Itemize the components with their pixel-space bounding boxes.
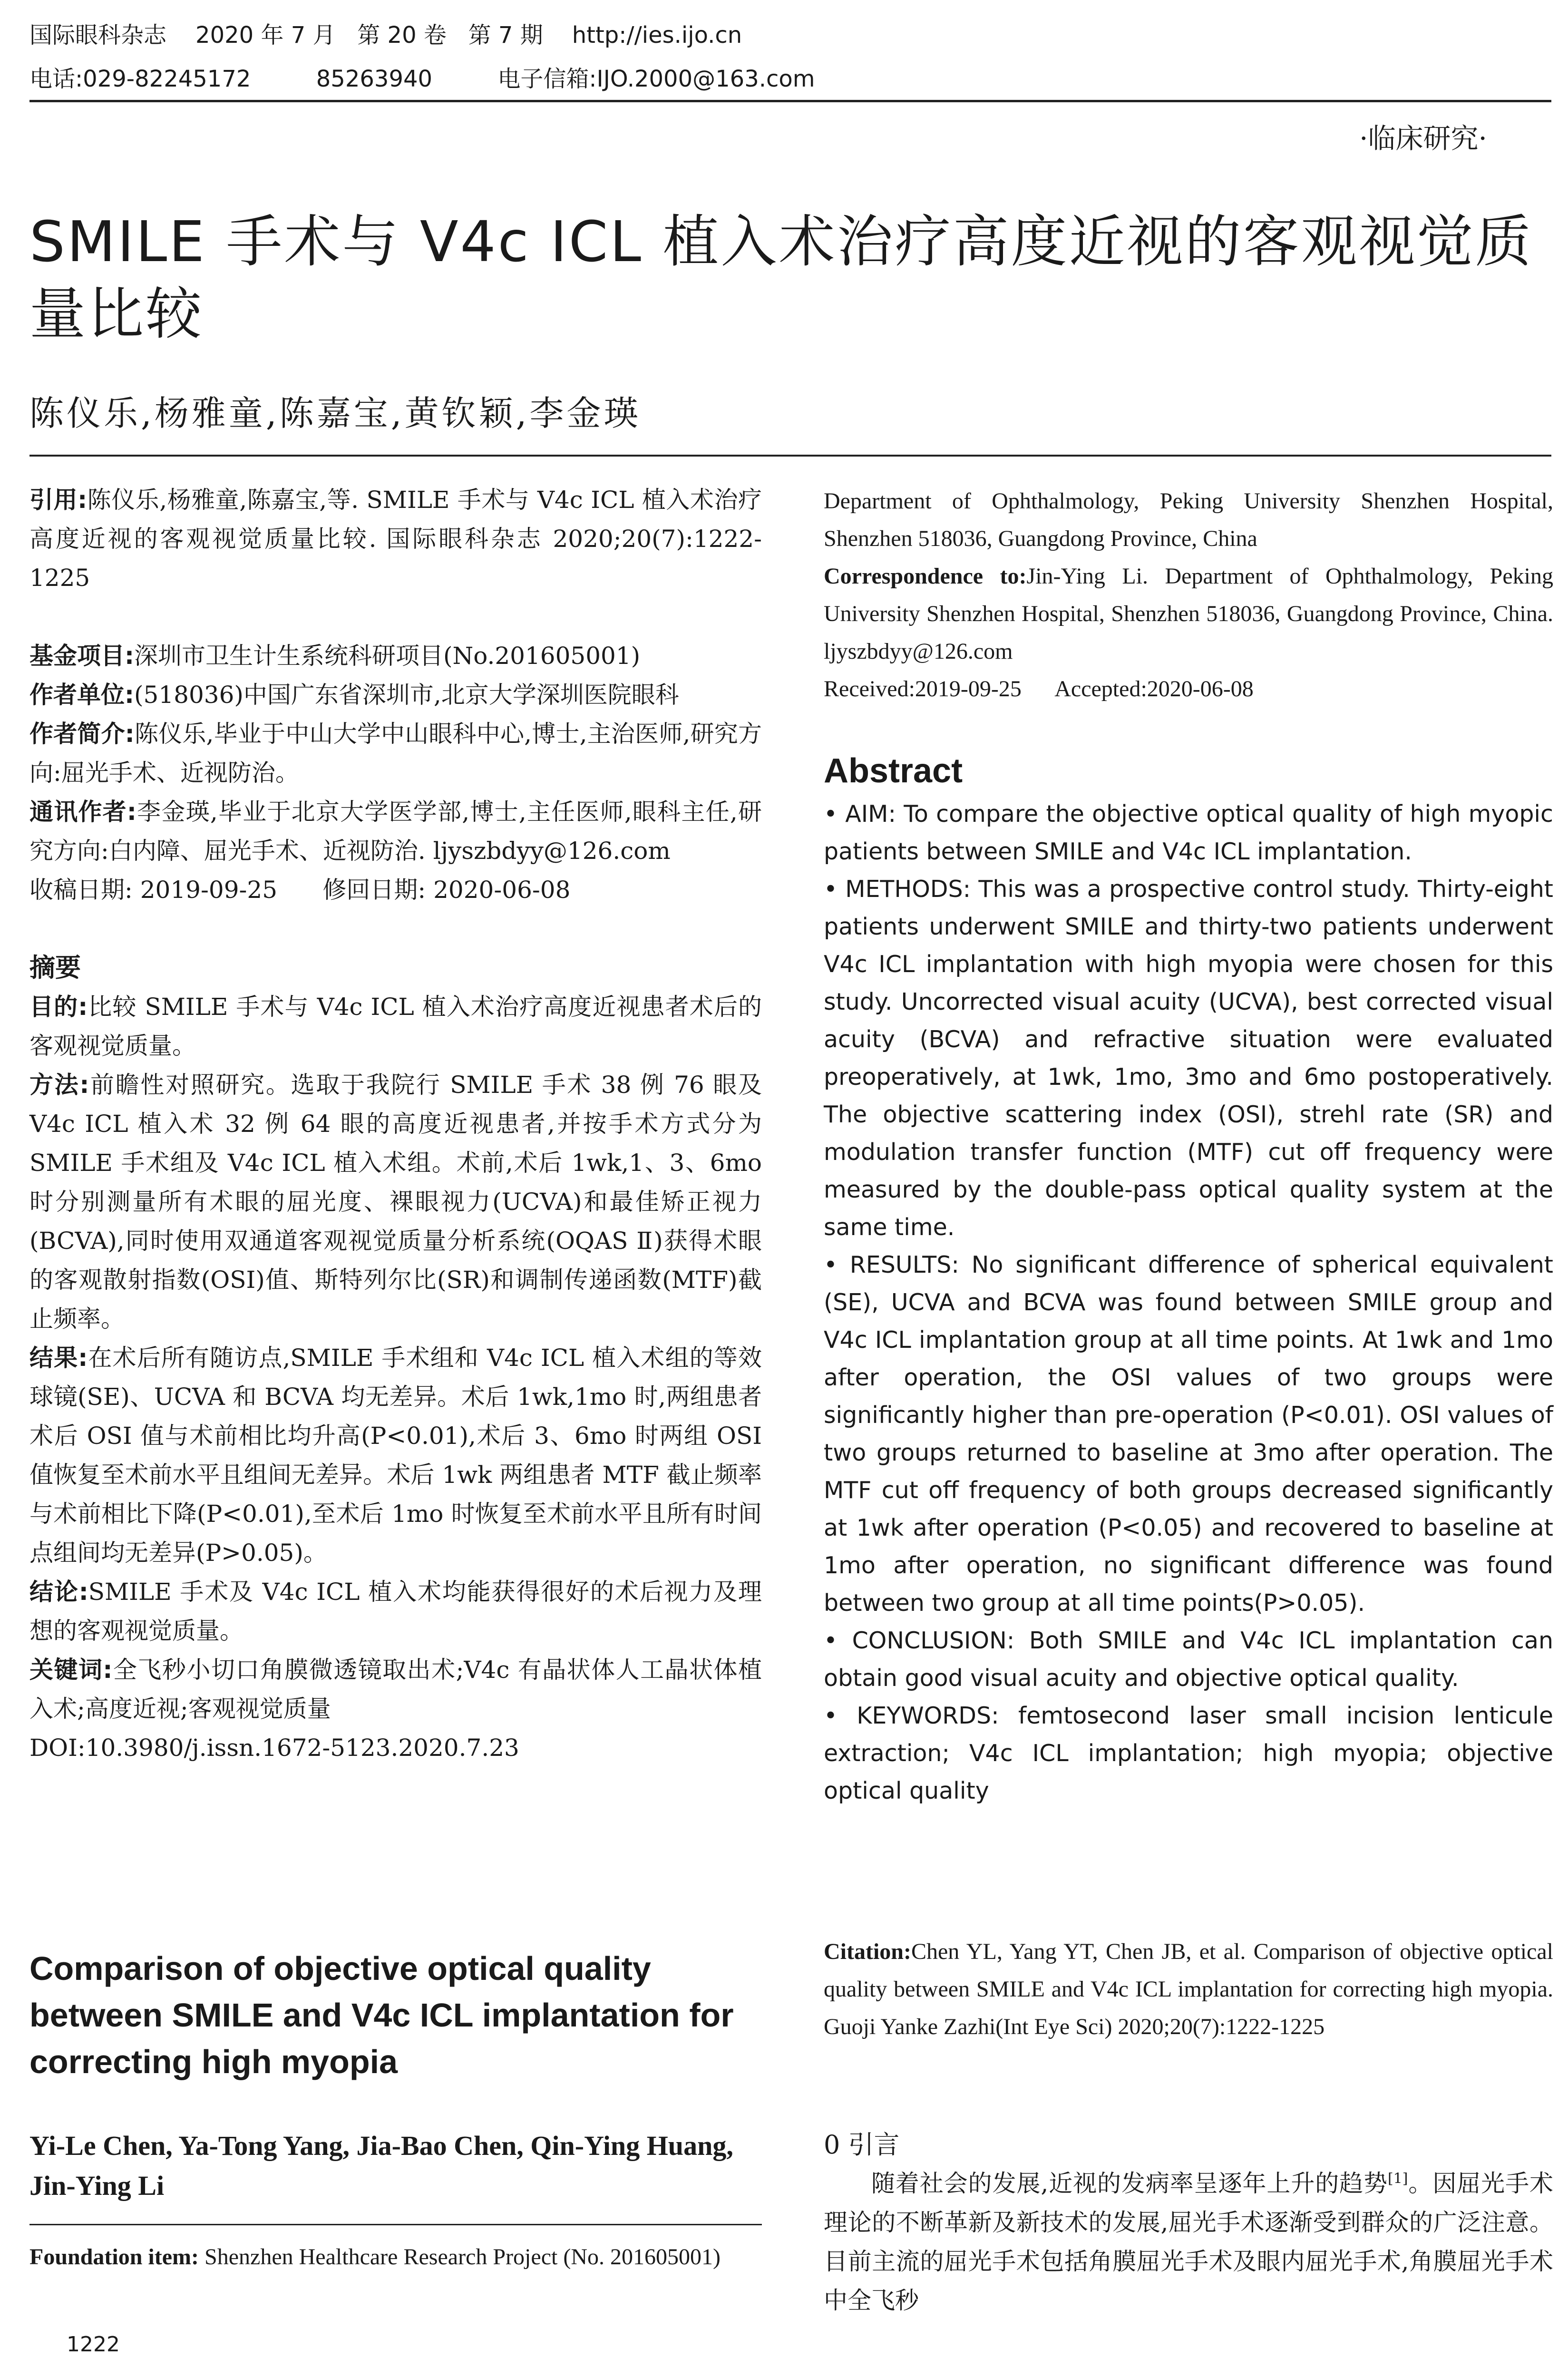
citation-en: Citation:Chen YL, Yang YT, Chen JB, et al. Comparison of objective optical quality between SMILE and V4c ICL implantation for correcting high myopia. Guoji Yanke Zazhi(Int Eye Sci) 2020;20(7):1222-1225 xyxy=(824,1939,1553,2039)
title-rule xyxy=(29,455,1551,457)
authors-en: Yi-Le Chen, Ya-Tong Yang, Jia-Bao Chen, Qin-Ying Huang, Jin-Ying Li xyxy=(29,2130,733,2201)
doi: DOI:10.3980/j.issn.1672-5123.2020.7.23 xyxy=(29,1734,519,1762)
methods-cn: 方法:前瞻性对照研究。选取于我院行 SMILE 手术 38 例 76 眼及 V4c ICL 植入术 32 例 64 眼的高度近视患者,并按手术方式分为 SMILE 手术组及 V4c ICL 植入术组。术前,术后 1wk,1、3、6mo 时分别测量所有术眼的屈光度、裸眼视力(UCVA)和最佳矫正视力(BCVA),同时使用双通道客观视觉质量分析系统(OQAS Ⅱ)获得术眼的客观散射指数(OSI)值、斯特列尔比(SR)和调制传递函数(MTF)截止频率。 xyxy=(29,1071,762,1333)
conclusion-en: • CONCLUSION: Both SMILE and V4c ICL implantation can obtain good visual acuity and objective optical quality. xyxy=(824,1627,1554,1692)
authors-cn: 陈仪乐,杨雅童,陈嘉宝,黄钦颖,李金瑛 xyxy=(29,393,641,433)
keywords-en: • KEYWORDS: femtosecond laser small incision lenticule extraction; V4c ICL implantation; high myopia; objective optical quality xyxy=(824,1702,1554,1804)
abstract-heading-cn: 摘要 xyxy=(29,953,81,983)
paper-title-en: Comparison of objective optical quality between SMILE and V4c ICL implantation for correcting high myopia xyxy=(29,1950,734,2080)
intro-reference: [1] xyxy=(1388,2170,1408,2187)
foundation-rule xyxy=(29,2224,762,2225)
header-rule xyxy=(29,100,1551,102)
conclusion-cn: 结论:SMILE 手术及 V4c ICL 植入术均能获得很好的术后视力及理想的客观视觉质量。 xyxy=(29,1578,762,1645)
abstract-en xyxy=(824,795,1553,1810)
results-cn: 结果:在术后所有随访点,SMILE 手术组和 V4c ICL 植入术组的等效球镜(SE)、UCVA 和 BCVA 均无差异。术后 1wk,1mo 时,两组患者术后 OSI 值与术前相比均升高(P<0.01),术后 3、6mo 时两组 OSI 值恢复至术前水平且组间无差异。术后 1wk 两组患者 MTF 截止频率与术前相比下降(P<0.01),至术后 1mo 时恢复至术前水平且所有时间点组间均无差异(P>0.05)。 xyxy=(29,1344,762,1567)
department-en: Department of Ophthalmology, Peking University Shenzhen Hospital, Shenzhen 518036, Guangdong Province, China xyxy=(824,488,1553,551)
journal-header-line-2: 电话:029-82245172 85263940 电子信箱:IJO.2000@163.com xyxy=(29,66,815,92)
citation-cn: 引用:陈仪乐,杨雅童,陈嘉宝,等. SMILE 手术与 V4c ICL 植入术治疗高度近视的客观视觉质量比较. 国际眼科杂志 2020;20(7):1222-1225 xyxy=(29,486,762,592)
journal-header-line-1: 国际眼科杂志 2020 年 7 月 第 20 卷 第 7 期 http://ies.ijo.cn xyxy=(29,22,742,49)
aim-en: • AIM: To compare the objective optical quality of high myopic patients between SMILE and V4c ICL implantation. xyxy=(824,800,1553,865)
intro-paragraph: 随着社会的发展,近视的发病率呈逐年上升的趋势[1]。因屈光手术理论的不断革新及新技术的发展,屈光手术逐渐受到群众的广泛注意。目前主流的屈光手术包括角膜屈光手术及眼内屈光手术,角膜屈光手术中全飞秒 xyxy=(824,2170,1553,2314)
page-number: 1222 xyxy=(67,2332,120,2357)
left-column xyxy=(29,480,762,1767)
corr-cn: 通讯作者:李金瑛,毕业于北京大学医学部,博士,主任医师,眼科主任,研究方向:白内障、屈光手术、近视防治. ljyszbdyy@126.com xyxy=(29,798,762,865)
keywords-cn: 关键词:全飞秒小切口角膜微透镜取出术;V4c 有晶状体人工晶状体植入术;高度近视;客观视觉质量 xyxy=(29,1656,762,1723)
foundation-item: Foundation item: Shenzhen Healthcare Research Project (No. 201605001) xyxy=(29,2244,721,2270)
section-label: ·临床研究· xyxy=(1359,122,1487,155)
methods-en: • METHODS: This was a prospective control study. Thirty-eight patients underwent SMILE and thirty-two patients underwent V4c ICL implantation with high myopia were chosen for this study. Uncorrected visual acuity (UCVA), best corrected visual acuity (BCVA) and refractive situation were evaluated preoperatively, at 1wk, 1mo, 3mo and 6mo postoperatively. The objective scattering index (OSI), strehl rate (SR) and modulation transfer function (MTF) cut off frequency were measured by the double-pass optical quality system at the same time. xyxy=(824,876,1554,1241)
paper-title-cn: SMILE 手术与 V4c ICL 植入术治疗高度近视的客观视觉质量比较 xyxy=(29,209,1533,347)
fund-cn: 基金项目:深圳市卫生计生系统科研项目(No.201605001) xyxy=(29,642,641,670)
unit-cn: 作者单位:(518036)中国广东省深圳市,北京大学深圳医院眼科 xyxy=(29,681,679,709)
received-en: Received:2019-09-25 Accepted:2020-06-08 xyxy=(824,676,1254,701)
results-en: • RESULTS: No significant difference of spherical equivalent (SE), UCVA and BCVA was found between SMILE group and V4c ICL implantation group at all time points. At 1wk and 1mo after operation, the OSI values of two groups were significantly higher than pre-operation (P<0.01). OSI values of two groups returned to baseline at 3mo after operation. The MTF cut off frequency of both groups decreased significantly at 1wk after operation (P<0.05) and recovered to baseline at 1mo after operation, no significant difference was found between two group at all time points(P>0.05). xyxy=(824,1251,1553,1617)
correspondence-en: Correspondence to:Jin-Ying Li. Department of Ophthalmology, Peking University Shenzhen Hospital, Shenzhen 518036, Guangdong Province, China. ljyszbdyy@126.com xyxy=(824,564,1553,664)
right-column-affiliation xyxy=(824,482,1553,708)
intro-heading: 0 引言 xyxy=(824,2130,900,2160)
aim-cn: 目的:比较 SMILE 手术与 V4c ICL 植入术治疗高度近视患者术后的客观视觉质量。 xyxy=(29,993,762,1060)
dates-cn: 收稿日期: 2019-09-25 修回日期: 2020-06-08 xyxy=(29,876,571,904)
bio-cn: 作者简介:陈仪乐,毕业于中山大学中山眼科中心,博士,主治医师,研究方向:屈光手术、近视防治。 xyxy=(29,720,762,787)
abstract-heading-en: Abstract xyxy=(824,752,963,790)
